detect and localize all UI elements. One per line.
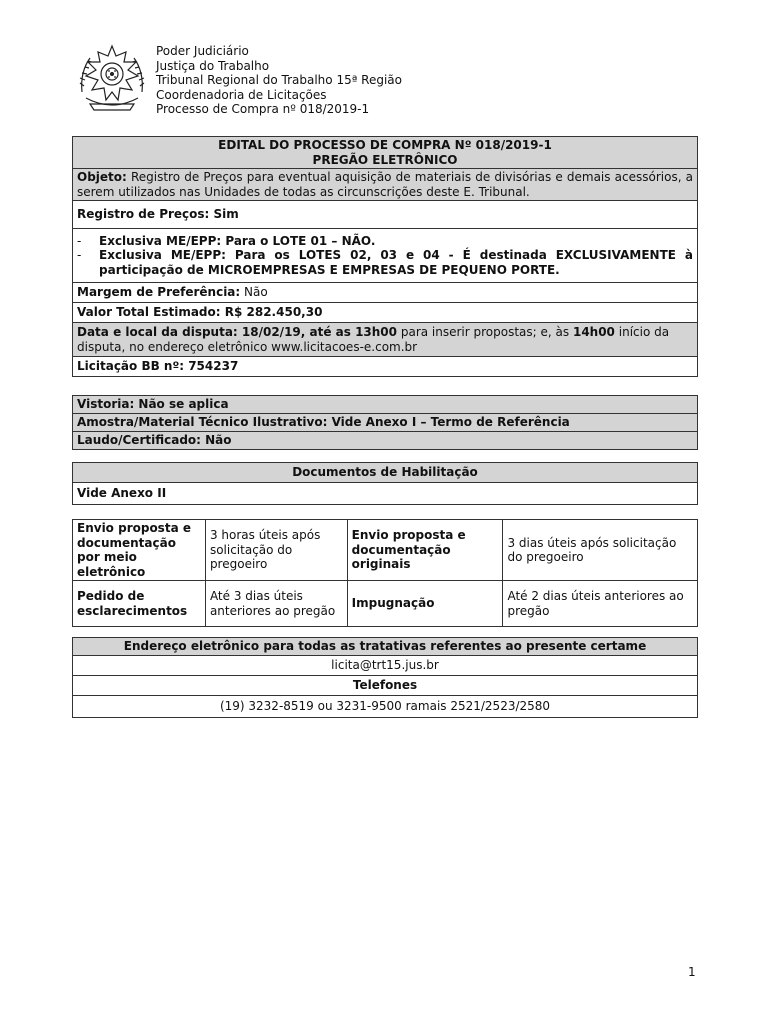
vistoria-table [72, 395, 698, 450]
exclusiva-lotes-02-04: Exclusiva ME/EPP: Para os LOTES 02, 03 e 04 - É destinada EXCLUSIVAMENTE à participação de MICROEMPRESAS E EMPRESAS DE PEQUENO PORTE. [99, 248, 693, 277]
margem-cell [73, 283, 698, 303]
licitacao-bb: Licitação BB nº: 754237 [73, 357, 698, 377]
document-header [76, 42, 696, 122]
edital-title-cell [73, 137, 698, 169]
data-disputa-rest: início da disputa, no endereço eletrônico www.licitacoes-e.com.br [77, 325, 670, 354]
contato-table [72, 637, 698, 718]
impugnacao-value: Até 2 dias úteis anteriores ao pregão [503, 581, 698, 627]
edital-subtitle: PREGÃO ELETRÔNICO [312, 152, 458, 167]
data-disputa-label: Data e local da disputa: 18/02/19, até as 13h00 [77, 325, 398, 339]
habilitacao-value: Vide Anexo II [73, 483, 698, 505]
email-cell: licita@trt15.jus.br [73, 656, 698, 676]
header-line-justica: Justiça do Trabalho [156, 58, 270, 73]
impugnacao-label: Impugnação [347, 581, 503, 627]
margem-label: Margem de Preferência: [77, 285, 241, 300]
envio-eletronico-value: 3 horas úteis após solicitação do pregoeiro [205, 520, 347, 581]
header-line-coordenadoria: Coordenadoria de Licitações [156, 87, 327, 102]
header-line-processo: Processo de Compra nº 018/2019-1 [156, 102, 370, 116]
objeto-cell [73, 169, 698, 201]
registro-precos: Registro de Preços: Sim [73, 201, 698, 229]
data-disputa-hora: 14h00 [572, 325, 615, 339]
list-item: - Exclusiva ME/EPP: Para os LOTES 02, 03 e 04 - É destinada EXCLUSIVAMENTE à participação de MICROEMPRESAS E EMPRESAS DE PEQUENO PORTE. [77, 248, 693, 277]
edital-title: EDITAL DO PROCESSO DE COMPRA Nº 018/2019-1 [218, 138, 552, 152]
vistoria-row: Vistoria: Não se aplica [73, 396, 698, 414]
objeto-text: Registro de Preços para eventual aquisição de materiais de divisórias e demais acessórios, a serem utilizados nas Unidades de todas as circunscrições deste E. Tribunal. [77, 170, 693, 199]
coat-of-arms-icon [76, 42, 148, 118]
exclusiva-cell [73, 229, 698, 283]
endereco-title: Endereço eletrônico para todas as tratativas referentes ao presente certame [73, 638, 698, 656]
header-text-block [156, 44, 402, 117]
laudo-row: Laudo/Certificado: Não [73, 432, 698, 450]
telefones-title: Telefones [73, 676, 698, 696]
amostra-row: Amostra/Material Técnico Ilustrativo: Vide Anexo I – Termo de Referência [73, 414, 698, 432]
envio-eletronico-label: Envio proposta e documentação por meio eletrônico [73, 520, 206, 581]
data-disputa-mid: para inserir propostas; e, às [400, 325, 570, 339]
habilitacao-table [72, 462, 698, 505]
data-disputa-cell [73, 323, 698, 357]
telefones-value: (19) 3232-8519 ou 3231-9500 ramais 2521/2523/2580 [73, 696, 698, 718]
header-line-tribunal: Tribunal Regional do Trabalho 15ª Região [156, 73, 403, 87]
prazos-table [72, 519, 698, 627]
edital-table [72, 136, 698, 377]
esclarecimentos-value: Até 3 dias úteis anteriores ao pregão [205, 581, 347, 627]
valor-total: Valor Total Estimado: R$ 282.450,30 [73, 303, 698, 323]
envio-originais-label: Envio proposta e documentação originais [347, 520, 503, 581]
habilitacao-title: Documentos de Habilitação [73, 463, 698, 483]
objeto-label: Objeto: [77, 170, 127, 184]
header-line-poder: Poder Judiciário [156, 44, 249, 58]
envio-originais-value: 3 dias úteis após solicitação do pregoeiro [503, 520, 698, 581]
esclarecimentos-label: Pedido de esclarecimentos [73, 581, 206, 627]
page-number: 1 [688, 965, 696, 979]
exclusiva-lote-01: Exclusiva ME/EPP: Para o LOTE 01 – NÃO. [99, 233, 376, 248]
margem-value: Não [244, 285, 268, 300]
list-item: - Exclusiva ME/EPP: Para o LOTE 01 – NÃO. [77, 234, 693, 249]
